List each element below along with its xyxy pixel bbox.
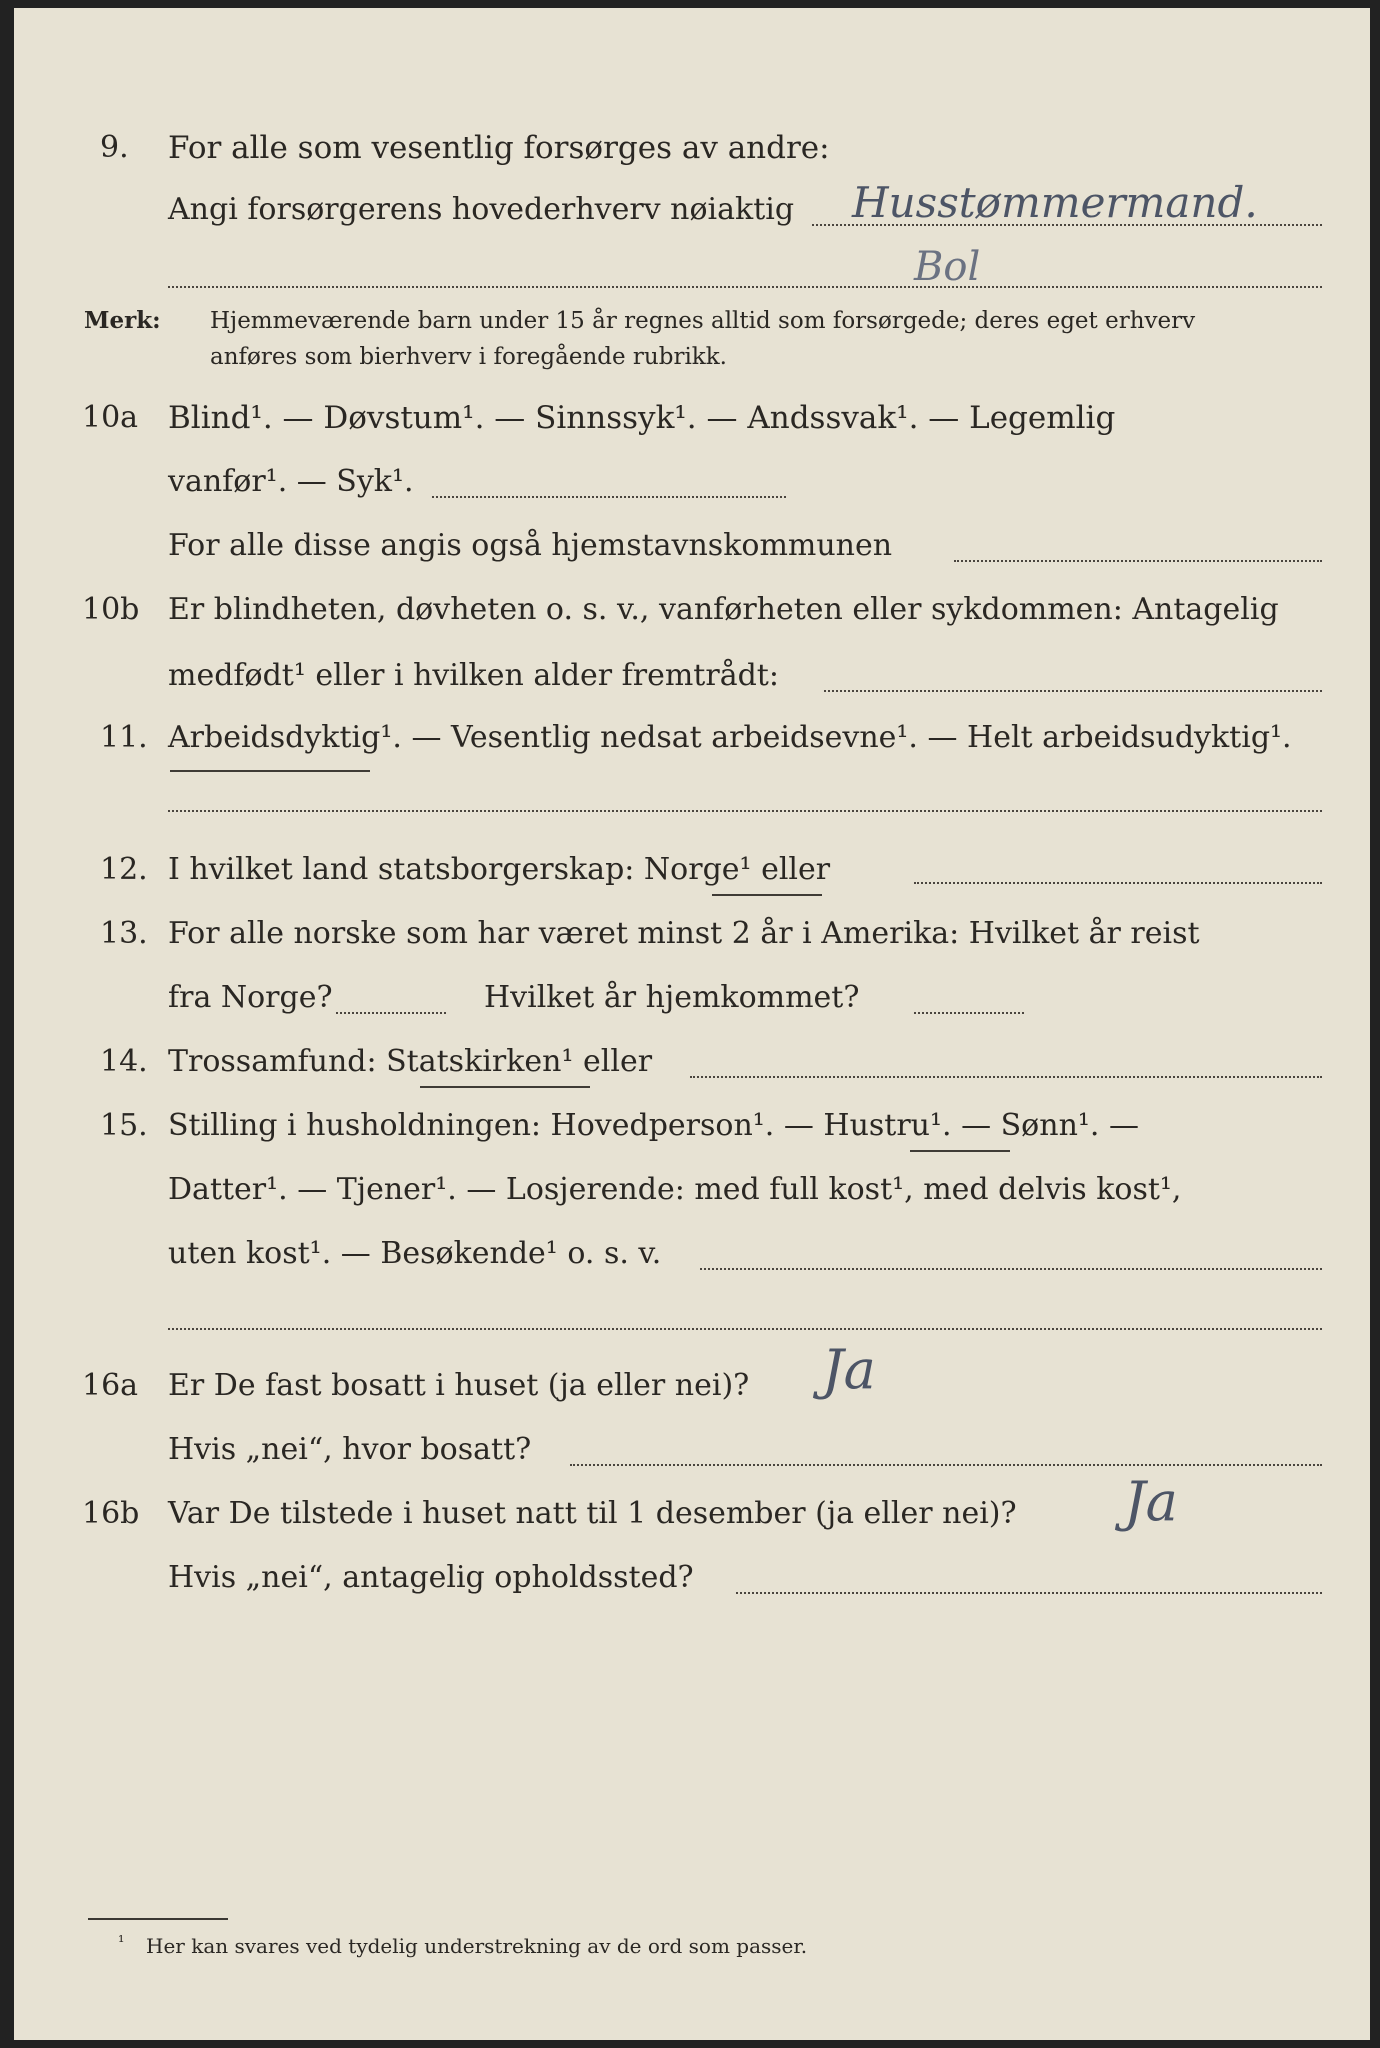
footnote-text: Her kan svares ved tydelig understrekning av de ord som passer. xyxy=(146,1934,808,1958)
q10a-line2: vanfør¹. — Syk¹. xyxy=(168,464,414,499)
q13-line1: For alle norske som har været minst 2 år i Amerika: Hvilket år reist xyxy=(168,916,1200,951)
q16b-line1: Var De tilstede i huset natt til 1 desember (ja eller nei)? xyxy=(168,1496,1017,1531)
q16b-line2: Hvis „nei“, antagelig opholdssted? xyxy=(168,1560,694,1595)
q11-answer-line xyxy=(168,810,1322,812)
q12-norge-underline xyxy=(712,894,822,896)
q9-line1: For alle som vesentlig forsørges av andre: xyxy=(168,130,830,166)
form-page xyxy=(14,8,1370,2040)
q10a-number: 10a xyxy=(82,400,139,435)
q15-hustru-underline xyxy=(910,1150,1010,1152)
q16b-number: 16b xyxy=(82,1496,140,1531)
q11-number: 11. xyxy=(100,720,148,755)
q9-handwritten-answer: Husstømmermand. xyxy=(852,178,1258,227)
q15-number: 15. xyxy=(100,1108,148,1143)
q13-hjemkommet-line xyxy=(914,1012,1024,1014)
q15-line2: Datter¹. — Tjener¹. — Losjerende: med full kost¹, med delvis kost¹, xyxy=(168,1172,1182,1207)
q14-number: 14. xyxy=(100,1044,148,1079)
q13-line2b: Hvilket år hjemkommet? xyxy=(484,980,860,1015)
merk-line1: Hjemmeværende barn under 15 år regnes alltid som forsørgede; deres eget erhverv xyxy=(210,308,1196,334)
q14-statskirken-underline xyxy=(420,1086,590,1088)
q10b-number: 10b xyxy=(82,592,140,627)
q10b-line2: medfødt¹ eller i hvilken alder fremtrådt: xyxy=(168,658,779,693)
q10b-alder-line xyxy=(824,690,1322,692)
q12-line1: I hvilket land statsborgerskap: Norge¹ eller xyxy=(168,852,831,887)
q9-handwritten-answer-2: Bol xyxy=(914,244,981,290)
q13-line2a: fra Norge? xyxy=(168,980,333,1015)
q14-line1: Trossamfund: Statskirken¹ eller xyxy=(168,1044,653,1079)
q12-number: 12. xyxy=(100,852,148,887)
q16a-bosatt-line xyxy=(570,1464,1322,1466)
q9-number: 9. xyxy=(100,130,129,165)
q15-answer-line xyxy=(700,1268,1322,1270)
q9-line2: Angi forsørgerens hovederhverv nøiaktig xyxy=(168,192,795,227)
q12-answer-line xyxy=(914,882,1322,884)
q15-answer-line-2 xyxy=(168,1328,1322,1330)
footnote-mark: ¹ xyxy=(118,1932,125,1951)
q14-answer-line xyxy=(690,1076,1322,1078)
q10a-kommune-line xyxy=(954,560,1322,562)
q13-number: 13. xyxy=(100,916,148,951)
q10a-syk-line xyxy=(432,496,786,498)
q9-answer-line-2 xyxy=(168,286,1322,288)
q15-line3: uten kost¹. — Besøkende¹ o. s. v. xyxy=(168,1236,662,1271)
q15-line1: Stilling i husholdningen: Hovedperson¹. — Hustru¹. — Sønn¹. — xyxy=(168,1108,1139,1143)
q10a-line1: Blind¹. — Døvstum¹. — Sinnssyk¹. — Andssvak¹. — Legemlig xyxy=(168,400,1116,436)
q16a-line1: Er De fast bosatt i huset (ja eller nei)? xyxy=(168,1368,750,1403)
merk-label: Merk: xyxy=(84,307,161,334)
q16a-number: 16a xyxy=(82,1368,139,1403)
q10a-line3: For alle disse angis også hjemstavnskommunen xyxy=(168,528,893,563)
q16a-handwritten-answer: Ja xyxy=(822,1338,876,1401)
q16a-line2: Hvis „nei“, hvor bosatt? xyxy=(168,1432,532,1467)
q16b-handwritten-answer: Ja xyxy=(1124,1470,1178,1533)
q11-answer-underline xyxy=(170,770,370,772)
q10b-line1: Er blindheten, døvheten o. s. v., vanførheten eller sykdommen: Antagelig xyxy=(168,592,1279,627)
q11-line1: Arbeidsdyktig¹. — Vesentlig nedsat arbeidsevne¹. — Helt arbeidsudyktig¹. xyxy=(168,720,1292,755)
merk-line2: anføres som bierhverv i foregående rubrikk. xyxy=(210,344,727,370)
q13-reist-line xyxy=(336,1012,446,1014)
q16b-opholdssted-line xyxy=(736,1592,1322,1594)
footnote-rule xyxy=(88,1918,228,1920)
